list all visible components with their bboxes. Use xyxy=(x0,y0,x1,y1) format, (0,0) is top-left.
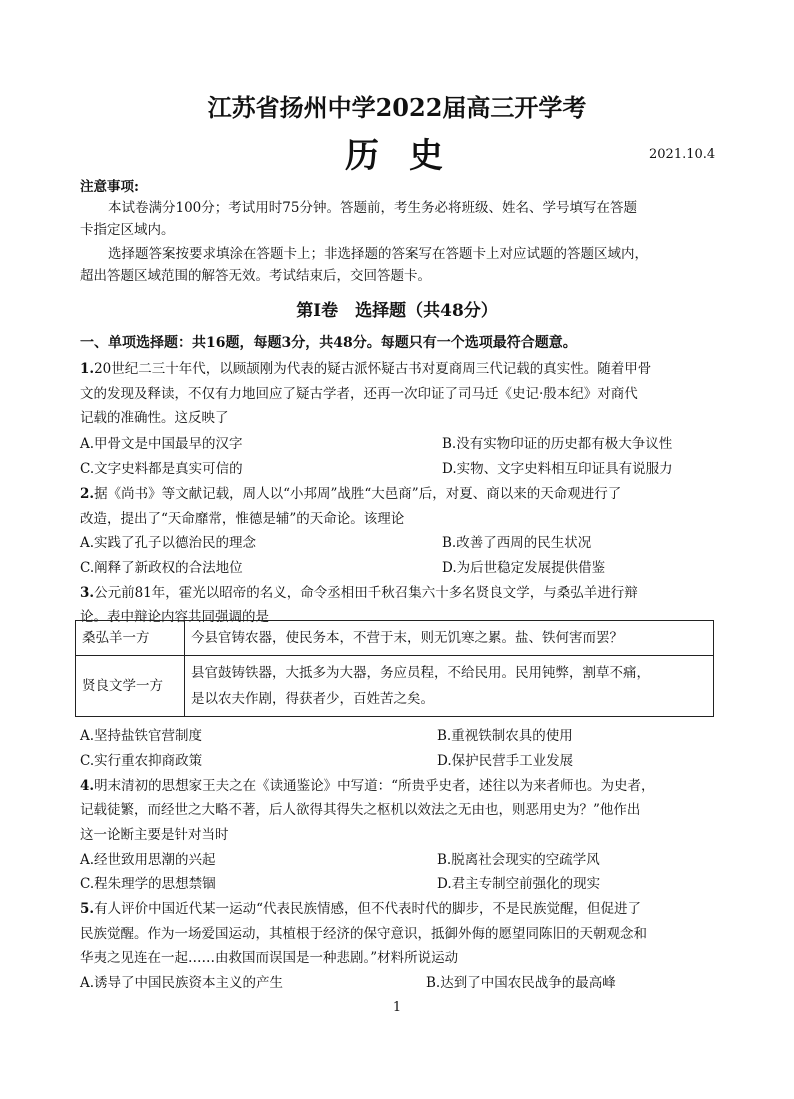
option-b: B.达到了中国农民战争的最高峰 xyxy=(426,975,616,991)
notes-title: 注意事项: xyxy=(80,179,139,195)
option-d: D.保护民营手工业发展 xyxy=(437,753,574,769)
exam-date: 2021.10.4 xyxy=(649,147,716,162)
table-text: 是以农夫作剧，得获者少，百姓苦之矣。 xyxy=(191,691,434,707)
question-text: 明末清初的思想家王夫之在《读通鉴论》中写道：“所贵乎史者，述往以为来者师也。为史者， xyxy=(94,778,655,794)
option-a: A.实践了孔子以德治民的理念 xyxy=(80,535,257,551)
section-heading: 一、单项选择题：共16题，每题3分，共48分。每题只有一个选项最符合题意。 xyxy=(80,335,577,351)
part-title: 第Ⅰ卷 选择题（共48分） xyxy=(296,301,498,321)
question-number: 3. xyxy=(80,585,95,601)
question-text: 有人评价中国近代某一运动“代表民族情感，但不代表时代的脚步，不是民族觉醒，但促进了 xyxy=(94,901,641,917)
question-2-line xyxy=(80,482,621,502)
notes-line: 超出答题区域范围的解答无效。考试结束后，交回答题卡。 xyxy=(80,268,431,284)
question-number: 5. xyxy=(80,901,95,917)
option-b: B.改善了西周的民生状况 xyxy=(442,535,592,551)
notes-line: 卡指定区域内。 xyxy=(80,222,175,238)
question-4-line: 这一论断主要是针对当时 xyxy=(80,827,229,843)
question-3-line xyxy=(80,581,638,601)
table-row xyxy=(76,621,714,656)
table-cell-content xyxy=(185,656,714,717)
option-d: D.君主专制空前强化的现实 xyxy=(437,876,601,892)
question-1-line: 文的发现及释读，不仅有力地回应了疑古学者，还再一次印证了司马迁《史记·殷本纪》对商代 xyxy=(80,386,638,402)
option-a: A.坚持盐铁官营制度 xyxy=(80,728,203,744)
option-c: C.实行重农抑商政策 xyxy=(80,753,203,769)
option-b: B.重视铁制农具的使用 xyxy=(437,728,573,744)
option-d: D.为后世稳定发展提供借鉴 xyxy=(442,560,606,576)
table-cell-speaker: 桑弘羊一方 xyxy=(76,621,185,656)
question-1-line: 记载的准确性。这反映了 xyxy=(80,410,229,426)
table-cell-speaker: 贤良文学一方 xyxy=(76,656,185,717)
option-a: A.甲骨文是中国最早的汉字 xyxy=(80,436,243,452)
question-number: 4. xyxy=(80,778,95,794)
option-c: C.文字史料都是真实可信的 xyxy=(80,461,243,477)
question-text: 据《尚书》等文献记载，周人以“小邦周”战胜“大邑商”后，对夏、商以来的天命观进行了 xyxy=(94,486,622,502)
question-1-line xyxy=(80,357,651,377)
question-5-line: 华夷之见连在一起……由救国而误国是一种悲剧。”材料所说运动 xyxy=(80,950,459,966)
page-number: 1 xyxy=(392,1000,402,1015)
question-2-line: 改造，提出了“天命靡常，惟德是辅”的天命论。该理论 xyxy=(80,511,405,527)
question-4-line xyxy=(80,774,655,794)
table-text: 县官鼓铸铁器，大抵多为大器，务应员程，不给民用。民用钝弊，割草不痛， xyxy=(191,665,650,681)
option-b: B.没有实物印证的历史都有极大争议性 xyxy=(442,436,673,452)
option-d: D.实物、文字史料相互印证具有说服力 xyxy=(442,461,673,477)
question-4-line: 记载徒繁，而经世之大略不著，后人欲得其得失之枢机以效法之无由也，则恶用史为？”他作出 xyxy=(80,802,641,818)
question-text: 20世纪二三十年代，以顾颉刚为代表的疑古派怀疑古书对夏商周三代记载的真实性。随着甲骨 xyxy=(94,361,652,377)
question-5-line: 民族觉醒。作为一场爱国运动，其植根于经济的保守意识，抵御外侮的愿望同陈旧的天朝观念和 xyxy=(80,926,647,942)
option-a: A.诱导了中国民族资本主义的产生 xyxy=(80,975,284,991)
option-a: A.经世致用思潮的兴起 xyxy=(80,852,216,868)
option-b: B.脱离社会现实的空疏学风 xyxy=(437,852,600,868)
option-c: C.程朱理学的思想禁锢 xyxy=(80,876,216,892)
debate-table xyxy=(75,620,714,717)
question-number: 2. xyxy=(80,486,95,502)
option-c: C.阐释了新政权的合法地位 xyxy=(80,560,243,576)
subject-char-1: 历 xyxy=(345,136,385,176)
question-5-line xyxy=(80,897,641,917)
question-number: 1. xyxy=(80,361,95,377)
table-cell-content xyxy=(185,621,714,656)
subject-char-2: 史 xyxy=(409,136,449,176)
notes-line: 选择题答案按要求填涂在答题卡上；非选择题的答案写在答题卡上对应试题的答题区域内， xyxy=(108,246,648,262)
question-3-line: 论。表中辩论内容共同强调的是 xyxy=(80,609,269,625)
question-text: 公元前81年，霍光以昭帝的名义，命令丞相田千秋召集六十多名贤良文学，与桑弘羊进行辩 xyxy=(94,585,638,601)
table-text: 今县官铸农器，使民务本，不营于末，则无饥寒之累。盐、铁何害而罢？ xyxy=(191,630,623,646)
notes-line: 本试卷满分100分；考试用时75分钟。答题前，考生务必将班级、姓名、学号填写在答题 xyxy=(108,200,637,216)
table-row xyxy=(76,656,714,717)
school-title: 江苏省扬州中学2022届高三开学考 xyxy=(207,93,587,122)
